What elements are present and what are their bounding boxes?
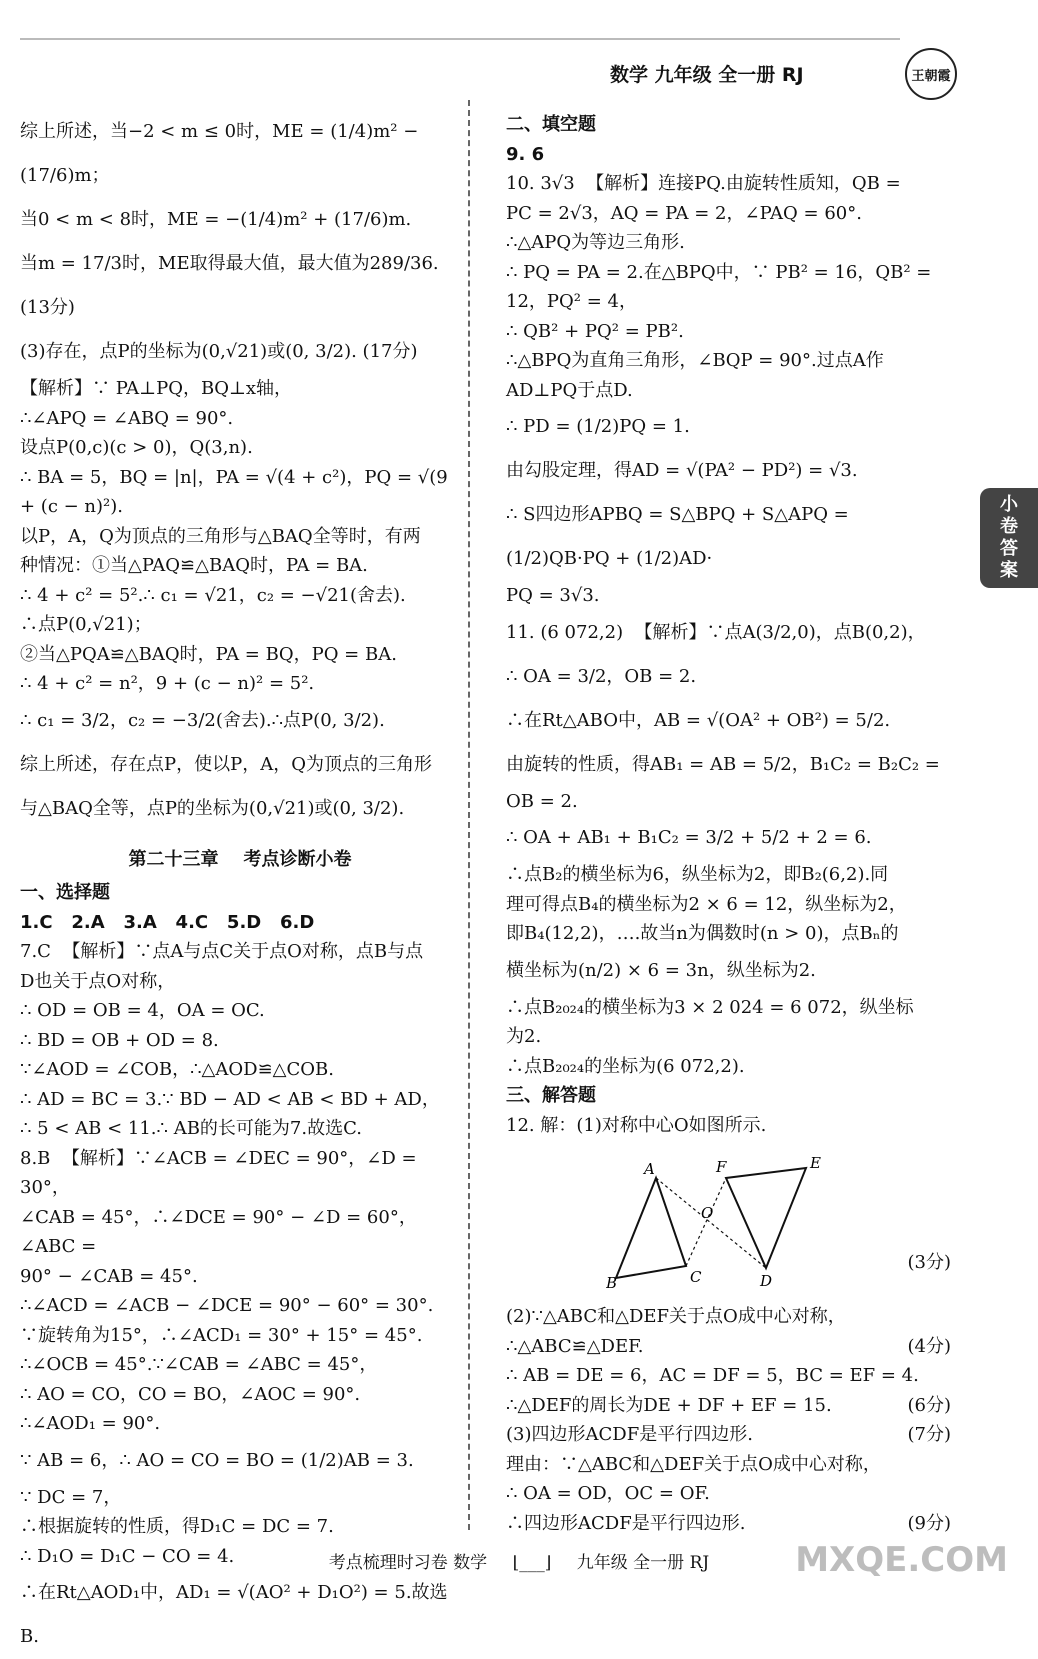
text-line: 12，PQ² = 4， (506, 291, 637, 312)
text-line (506, 1361, 951, 1391)
answers-line: 1.C 2.A 3.A 4.C 5.D 6.D (20, 911, 315, 933)
score-mark: (9分) (907, 1512, 951, 1534)
text-line: ∴∠APQ = ∠ABQ = 90°. (20, 407, 234, 429)
label-b: B (606, 1274, 618, 1288)
dashed-line-ad (656, 1178, 766, 1268)
line-text: 理由：∵△ABC和△DEF关于点O成中心对称， (506, 1453, 881, 1475)
text-line: 8.B 【解析】∵∠ACB = ∠DEC = 90°，∠D = 30°， (20, 1147, 423, 1198)
text-line (506, 1332, 951, 1362)
text-line: ∴∠AOD₁ = 90°. (20, 1413, 161, 1434)
text-line: ∵ AB = 6，∴ AO = CO = BO = (1/2)AB = 3. (20, 1449, 414, 1471)
text-line: ∴∠OCB = 45°.∵∠CAB = ∠ABC = 45°， (20, 1354, 378, 1375)
score-mark: (3分) (907, 1252, 951, 1273)
text-line: 综上所述，当−2 < m ≤ 0时，ME = (1/4)m² − (17/6)m； (20, 121, 425, 186)
text-line (506, 1302, 951, 1332)
side-tab-char: 小 (1000, 494, 1018, 515)
line-text: ∴四边形ACDF是平行四边形. (506, 1512, 746, 1534)
text-line: 12. 解：(1)对称中心O如图所示. (506, 1114, 767, 1136)
text-line: 与△BAQ全等，点P的坐标为(0,√21)或(0, 3/2). (20, 797, 405, 819)
text-line: 当0 < m < 8时，ME = −(1/4)m² + (17/6)m. (20, 209, 412, 230)
text-line: ∴ PD = (1/2)PQ = 1. (506, 416, 690, 437)
text-line: ∴ OA + AB₁ + B₁C₂ = 3/2 + 5/2 + 2 = 6. (506, 827, 872, 848)
triangle-diagram (606, 1148, 846, 1288)
section-heading: 三、解答题 (506, 1085, 596, 1106)
text-line: ∴ S四边形APBQ = S△BPQ + S△APQ = (1/2)QB·PQ + (1/2)AD· (506, 504, 855, 569)
line-text: ∴△ABC≌△DEF. (506, 1335, 644, 1357)
triangle-abc (616, 1178, 686, 1278)
label-e: E (810, 1154, 821, 1172)
line-text: (2)∵△ABC和△DEF关于点O成中心对称， (506, 1306, 846, 1327)
top-rule (20, 38, 900, 40)
text-line: 为2. (506, 1026, 542, 1047)
line-text: ∴ OA = OD，OC = OF. (506, 1483, 710, 1504)
text-line: AD⊥PQ于点D. (506, 379, 633, 401)
text-line: ∴根据旋转的性质，得D₁C = DC = 7. (20, 1516, 334, 1537)
watermark: MXQE.COM (795, 1540, 1008, 1580)
text-line: ∵∠AOD = ∠COB，∴△AOD≌△COB. (20, 1059, 334, 1080)
text-line (506, 1391, 951, 1421)
text-line: 10. 3√3 【解析】连接PQ.由旋转性质知，QB = (506, 173, 901, 194)
right-column (506, 110, 951, 1538)
text-line: ∴ AD = BC = 3.∵ BD − AD < AB < BD + AD， (20, 1088, 440, 1110)
text-line: ∴在Rt△ABO中，AB = √(OA² + OB²) = 5/2. (506, 709, 891, 731)
text-line: 7.C 【解析】∵点A与点C关于点O对称，点B与点 (20, 941, 424, 962)
label-f: F (716, 1158, 727, 1176)
text-line: PC = 2√3，AQ = PA = 2，∠PAQ = 60°. (506, 202, 862, 224)
line-text: ∴ AB = DE = 6，AC = DF = 5，BC = EF = 4. (506, 1365, 919, 1386)
text-line: ∴∠ACD = ∠ACB − ∠DCE = 90° − 60° = 30°. (20, 1295, 434, 1316)
section-heading: 一、选择题 (20, 882, 110, 903)
label-d: D (760, 1272, 773, 1288)
text-line: ∴ BA = 5，BQ = |n|，PA = √(4 + c²)，PQ = √(9 + (c − n)²). (20, 466, 454, 517)
score-mark: (6分) (907, 1394, 951, 1416)
text-line: 横坐标为(n/2) × 6 = 3n，纵坐标为2. (506, 959, 816, 981)
text-line: ∴ D₁O = D₁C − CO = 4. (20, 1545, 235, 1567)
symmetry-figure (506, 1148, 951, 1298)
text-line: ∴ PQ = PA = 2.在△BPQ中，∵ PB² = 16，QB² = (506, 261, 932, 283)
text-line: ∴点B₂₀₂₄的坐标为(6 072,2). (506, 1055, 745, 1077)
text-line: ∠CAB = 45°，∴∠DCE = 90° − ∠D = 60°，∠ABC = (20, 1206, 417, 1257)
triangle-def (726, 1168, 806, 1268)
text-line: ∴ QB² + PQ² = PB². (506, 320, 684, 342)
text-line: ∵旋转角为15°，∴∠ACD₁ = 30° + 15° = 45°. (20, 1324, 423, 1346)
chapter-title: 第二十三章 考点诊断小卷 (128, 848, 352, 870)
text-line (506, 1450, 951, 1480)
section-heading: 二、填空题 (506, 114, 596, 135)
text-line (506, 1509, 951, 1539)
page-header: 数学 九年级 全一册 RJ (610, 64, 804, 86)
text-line: ∴△APQ为等边三角形. (506, 232, 685, 253)
text-line: D也关于点O对称， (20, 970, 176, 992)
text-line: PQ = 3√3. (506, 585, 600, 606)
text-line: 以P，A，Q为顶点的三角形与△BAQ全等时，有两 (20, 525, 421, 547)
text-line: 综上所述，存在点P，使以P，A，Q为顶点的三角形 (20, 753, 432, 775)
text-line (506, 1420, 951, 1450)
text-line: ∴在Rt△AOD₁中，AD₁ = √(AO² + D₁O²) = 5.故选B. (20, 1582, 448, 1647)
score-mark: (4分) (907, 1335, 951, 1357)
footer-right: 九年级 全一册 RJ (576, 1553, 710, 1573)
label-c: C (690, 1268, 702, 1286)
text-line: 种情况：①当△PAQ≌△BAQ时，PA = BA. (20, 555, 368, 576)
text-line: ∴点P(0,√21)； (20, 614, 152, 635)
text-line: 由勾股定理，得AD = √(PA² − PD²) = √3. (506, 460, 858, 481)
text-line: 11. (6 072,2) 【解析】∵点A(3/2,0)，点B(0,2)， (506, 621, 926, 643)
text-line: 当m = 17/3时，ME取得最大值，最大值为289/36. (13分) (20, 253, 445, 318)
side-tab-char: 案 (1000, 560, 1018, 581)
line-text: (3)四边形ACDF是平行四边形. (506, 1424, 753, 1445)
text-line: (3)存在，点P的坐标为(0,√21)或(0, 3/2). (17分) (20, 341, 418, 362)
side-tab (980, 488, 1038, 588)
answer-9: 9. 6 (506, 143, 545, 165)
score-mark: (7分) (907, 1424, 951, 1445)
footer-left: 考点梳理时习卷 数学 (328, 1553, 488, 1573)
text-line: ∴点B₂₀₂₄的横坐标为3 × 2 024 = 6 072，纵坐标 (506, 996, 914, 1018)
text-line: ∴ BD = OB + OD = 8. (20, 1029, 219, 1051)
text-line: ∴ 5 < AB < 11.∴ AB的长可能为7.故选C. (20, 1118, 362, 1139)
text-line: OB = 2. (506, 790, 578, 812)
text-line: ∴ 4 + c² = n²，9 + (c − n)² = 5². (20, 673, 315, 694)
text-line: 理可得点B₄的横坐标为2 × 6 = 12，纵坐标为2， (506, 893, 907, 915)
side-tab-char: 卷 (1000, 516, 1018, 537)
text-line: 90° − ∠CAB = 45°. (20, 1265, 198, 1287)
text-line: ②当△PQA≌△BAQ时，PA = BQ，PQ = BA. (20, 643, 397, 665)
text-line: ∴ c₁ = 3/2，c₂ = −3/2(舍去).∴点P(0, 3/2). (20, 709, 385, 731)
text-line: ∴ OA = 3/2，OB = 2. (506, 665, 697, 687)
dashed-line-cf (686, 1178, 726, 1266)
line-text: ∴△DEF的周长为DE + DF + EF = 15. (506, 1394, 832, 1416)
text-line: ∴ OD = OB = 4，OA = OC. (20, 1000, 265, 1021)
page-number-bracket: ⌊___⌋ (512, 1553, 552, 1573)
text-line: ∴△BPQ为直角三角形，∠BQP = 90°.过点A作 (506, 350, 884, 371)
text-line: 由旋转的性质，得AB₁ = AB = 5/2，B₁C₂ = B₂C₂ = (506, 753, 940, 775)
side-tab-char: 答 (1000, 538, 1018, 559)
text-line: ∴点B₂的横坐标为6，纵坐标为2，即B₂(6,2).同 (506, 864, 889, 885)
text-line: 设点P(0,c)(c > 0)，Q(3,n). (20, 437, 253, 458)
text-line: 即B₄(12,2)，….故当n为偶数时(n > 0)，点Bₙ的 (506, 923, 899, 944)
label-a: A (644, 1160, 655, 1178)
text-line: 【解析】∵ PA⊥PQ，BQ⊥x轴， (20, 378, 293, 399)
column-divider (468, 100, 470, 1530)
brand-logo-icon: 王朝霞 (905, 48, 957, 100)
text-line: ∴ 4 + c² = 5².∴ c₁ = √21，c₂ = −√21(舍去). (20, 584, 406, 606)
text-line (506, 1479, 951, 1509)
text-line: ∴ AO = CO，CO = BO，∠AOC = 90°. (20, 1383, 361, 1405)
text-line: ∵ DC = 7， (20, 1486, 122, 1508)
label-o: O (701, 1204, 714, 1222)
left-column (20, 110, 460, 1659)
